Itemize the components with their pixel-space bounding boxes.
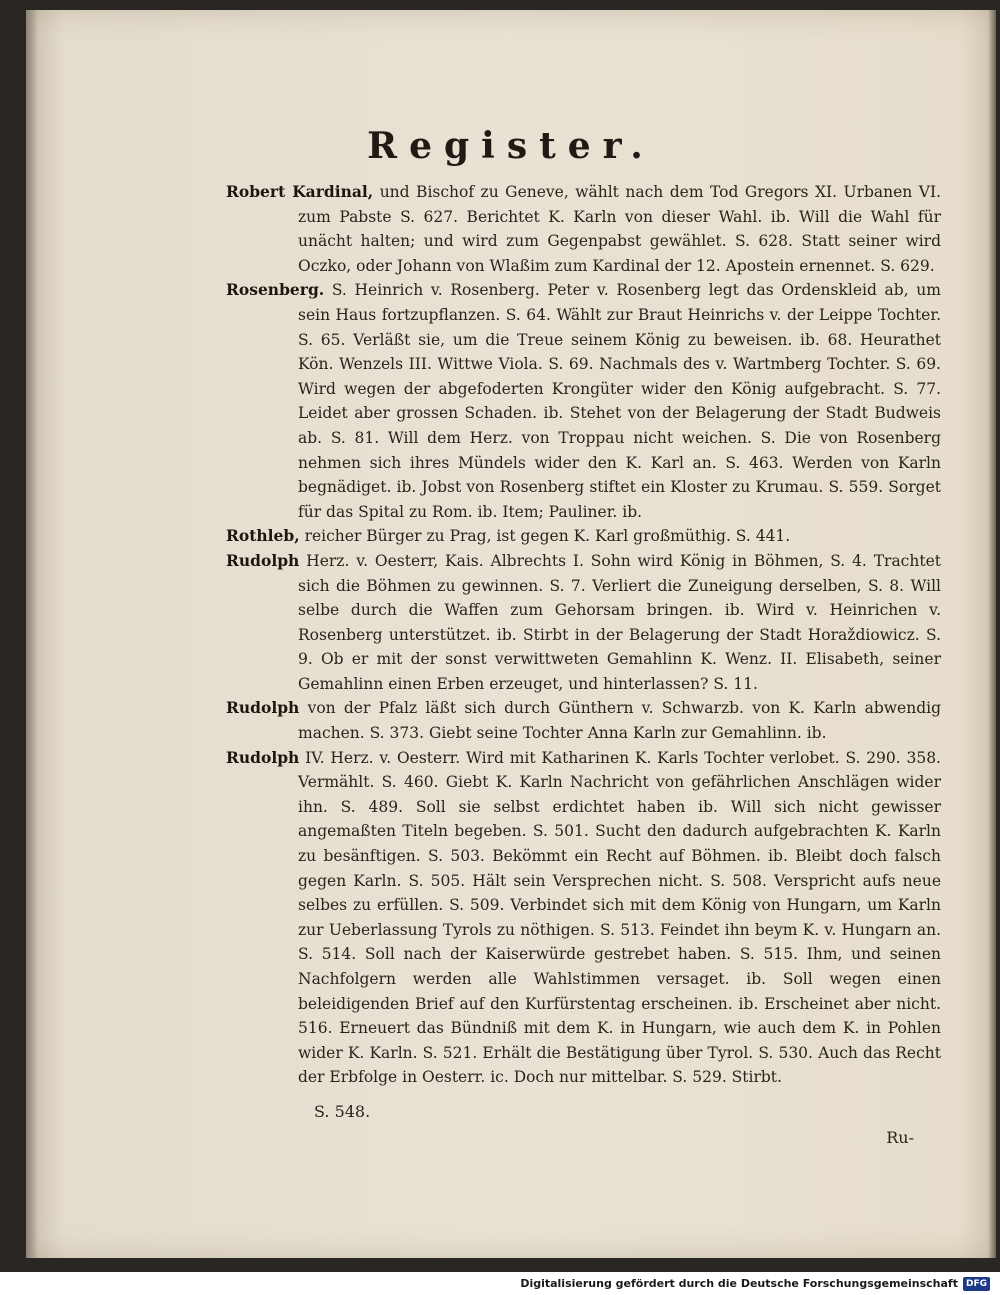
page-reference: S. 548. (314, 1102, 371, 1121)
entry-heading: Rudolph (226, 550, 300, 570)
register-entries (226, 180, 941, 1090)
catchword: Ru- (886, 1128, 914, 1147)
page-title: Register. (367, 125, 655, 167)
register-entry (226, 549, 941, 697)
entry-heading: Rosenberg. (226, 280, 325, 300)
entry-heading: Robert Kardinal, (226, 182, 374, 201)
register-entry (226, 696, 941, 745)
entry-heading: Rudolph (226, 747, 300, 767)
entry-text: und Bischof zu Geneve, wählt nach dem Tod Gregors XI. Urbanen VI. zum Pabste S. 627. Berichtet K. Karln von dieser Wahl. ib. Will die Wahl für unächt halten; und wird zum Gegenpabst gewählet. S. 628. Statt seiner wird Oczko, oder Johann von Wlaßim zum Kardinal der 12. Apostein ernennet. S. 629. (298, 183, 941, 275)
entry-text: Herz. v. Oesterr, Kais. Albrechts I. Sohn wird König in Böhmen, S. 4. Trachtet sich die Böhmen zu gewinnen. S. 7. Verliert die Zuneigung derselben, S. 8. Will selbe durch die Waffen zum Gehorsam bringen. ib. Wird v. Heinrichen v. Rosenberg unterstützet. ib. Stirbt in der Belagerung der Stadt Horaždiowicz. S. 9. Ob er mit der sonst verwittweten Gemahlinn K. Wenz. II. Elisabeth, seiner Gemahlinn einen Erben erzeuget, und hinterlassen? S. 11. (298, 551, 941, 693)
entry-heading: Rothleb, (226, 526, 300, 546)
entry-heading: Rudolph (226, 698, 300, 718)
footer (0, 1272, 1000, 1295)
funding-notice: Digitalisierung gefördert durch die Deutsche Forschungsgemeinschaft (520, 1277, 958, 1290)
entry-text: von der Pfalz läßt sich durch Günthern v. Schwarzb. von K. Karln abwendig machen. S. 373. Giebt seine Tochter Anna Karln zur Gemahlinn. ib. (298, 699, 941, 743)
register-entry (226, 524, 941, 549)
page-edge-shadow (988, 10, 996, 1258)
book-page (26, 10, 996, 1258)
register-entry (226, 180, 941, 278)
entry-text: reicher Bürger zu Prag, ist gegen K. Karl großmüthig. S. 441. (304, 527, 791, 546)
entry-text: S. Heinrich v. Rosenberg. Peter v. Rosenberg legt das Ordenskleid ab, um sein Haus fortzupflanzen. S. 64. Wählt zur Braut Heinrichs v. der Leippe Tochter. S. 65. Verläßt sie, um die Treue seinem König zu beweisen. ib. 68. Heurathet Kön. Wenzels III. Wittwe Viola. S. 69. Nachmals des v. Wartmberg Tochter. S. 69. Wird wegen der abgefoderten Krongüter wider den König aufgebracht. S. 77. Leidet aber grossen Schaden. ib. Stehet von der Belagerung der Stadt Budweis ab. S. 81. Will dem Herz. von Troppau nicht weichen. S. Die von Rosenberg nehmen sich ihres Mündels wider den K. Karl an. S. 463. Werden von Karln begnädiget. ib. Jobst von Rosenberg stiftet ein Kloster zu Krumau. S. 559. Sorget für das Spital zu Rom. ib. Item; Pauliner. ib. (298, 281, 941, 521)
dfg-logo-icon: DFG (963, 1277, 990, 1291)
entry-text: IV. Herz. v. Oesterr. Wird mit Katharinen K. Karls Tochter verlobet. S. 290. 358. Vermählt. S. 460. Giebt K. Karln Nachricht von gefährlichen Anschlägen wider ihn. S. 489. Soll sie selbst erdichtet haben ib. Will sich nicht gewisser angemaßten Titeln begeben. S. 501. Sucht den dadurch aufgebrachten K. Karln zu besänftigen. S. 503. Bekömmt ein Recht auf Böhmen. ib. Bleibt doch falsch gegen Karln. S. 505. Hält sein Versprechen nicht. S. 508. Verspricht aufs neue selbes zu erfüllen. S. 509. Verbindet sich mit dem König von Hungarn, um Karln zur Ueberlassung Tyrols zu nöthigen. S. 513. Feindet ihn beym K. v. Hungarn an. S. 514. Soll nach der Kaiserwürde gestrebet haben. S. 515. Ihm, und seinen Nachfolgern werden alle Wahlstimmen versaget. ib. Soll wegen einen beleidigenden Brief auf den Kurfürstentag erscheinen. ib. Erscheinet aber nicht. 516. Erneuert das Bündniß mit dem K. in Hungarn, wie auch dem K. in Pohlen wider K. Karln. S. 521. Erhält die Bestätigung über Tyrol. S. 530. Auch das Recht der Erbfolge in Oesterr. ic. Doch nur mittelbar. S. 529. Stirbt. (298, 748, 941, 1087)
register-entry (226, 746, 941, 1090)
register-entry (226, 278, 941, 524)
